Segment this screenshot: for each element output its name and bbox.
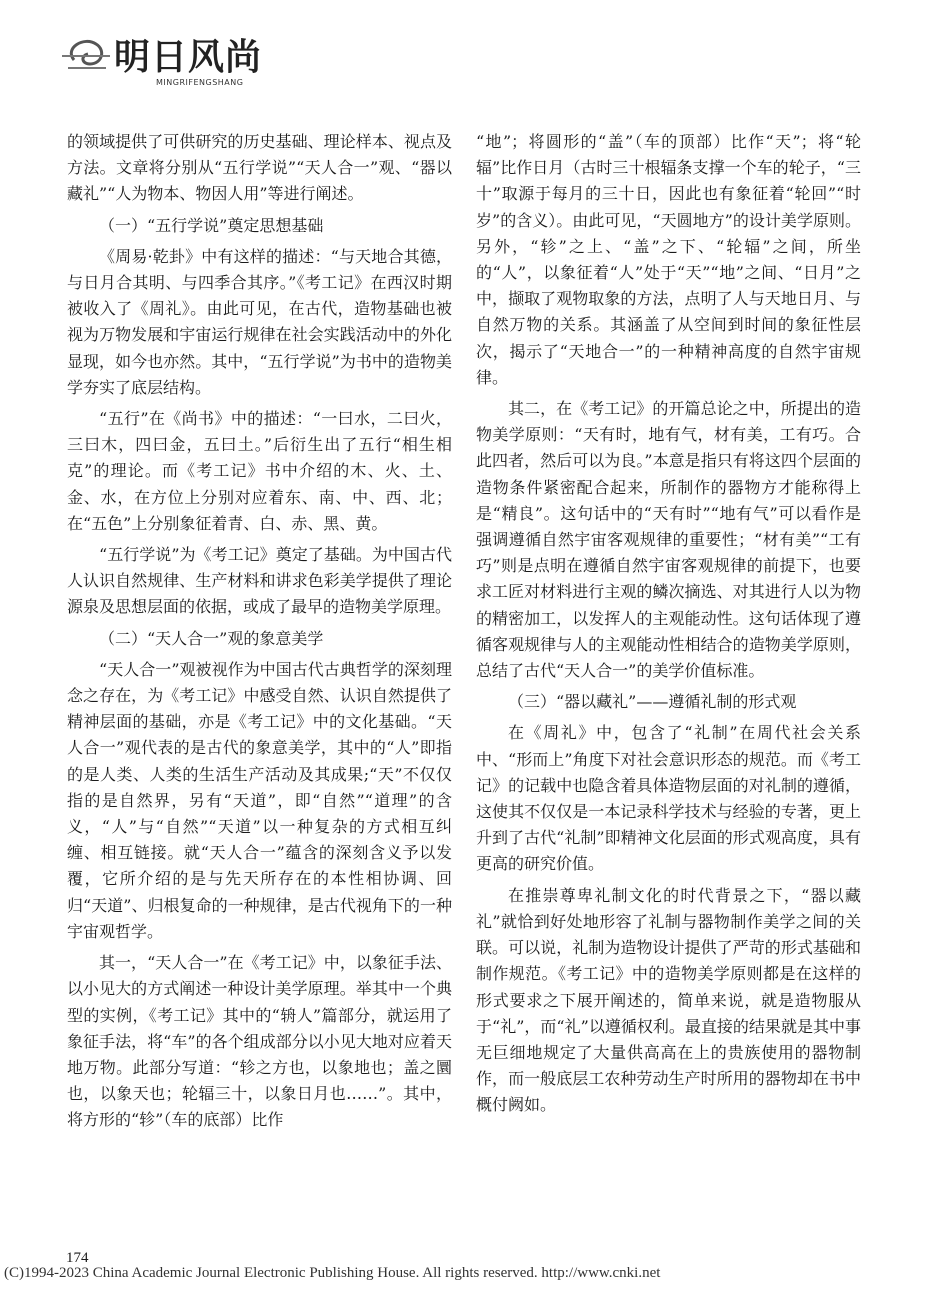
page-number: 174 bbox=[66, 1250, 89, 1266]
paragraph: 《周易·乾卦》中有这样的描述：“与天地合其德，与日月合其明、与四季合其序。”《考工记》在西汉时期被收入了《周礼》。由此可见，在古代，造物基础也被视为万物发展和宇宙运行规律在社会实践活动中的外化显现，如今也亦然。其中，“五行学说”为书中的造物美学夯实了底层结构。 bbox=[67, 246, 452, 397]
section-heading: （三）“器以藏礼”——遵循礼制的形式观 bbox=[508, 692, 797, 712]
paragraph: 在推崇尊卑礼制文化的时代背景之下，“器以藏礼”就恰到好处地形容了礼制与器物制作美学之间的关联。可以说，礼制为造物设计提供了严苛的形式基础和制作规范。《考工记》中的造物美学原则都是在这样的形式要求之下展开阐述的，简单来说，就是造物服从于“礼”，而“礼”以遵循权利。最直接的结果就是其中事无巨细地规定了大量供高高在上的贵族使用的器物制作，而一般底层工农种劳动生产时所用的器物却在书中概付阙如。 bbox=[476, 885, 861, 1115]
right-column bbox=[476, 129, 861, 1124]
paragraph: 的领域提供了可供研究的历史基础、理论样本、视点及方法。文章将分别从“五行学说”“天人合一”观、“器以藏礼”“人为物本、物因人用”等进行阐述。 bbox=[67, 132, 452, 204]
section-heading: （二）“天人合一”观的象意美学 bbox=[99, 628, 324, 648]
journal-logo bbox=[62, 30, 262, 90]
logo-subtitle: MINGRIFENGSHANG bbox=[156, 78, 244, 87]
paragraph: “地”；将圆形的“盖”（车的顶部）比作“天”；将“轮辐”比作日月（古时三十根辐条支撑一个车的轮子，“三十”取源于每月的三十日，因此也有象征着“轮回”“时岁”的含义）。由此可见，“天圆地方”的设计美学原则。另外，“轸”之上、“盖”之下、“轮辐”之间，所坐的“人”，以象征着“人”处于“天”“地”之间、“日月”之中，撷取了观物取象的方法，点明了人与天地日月、与自然万物的关系。其涵盖了从空间到时间的象征性层次，揭示了“天地合一”的一种精神高度的自然宇宙规律。 bbox=[476, 132, 861, 387]
paragraph: 其二，在《考工记》的开篇总论之中，所提出的造物美学原则：“天有时，地有气，材有美，工有巧。合此四者，然后可以为良。”本意是指只有将这四个层面的造物条件紧密配合起来，所制作的器物方才能称得上是“精良”。这句话中的“天有时”“地有气”可以看作是强调遵循自然宇宙客观规律的重要性；“材有美”“工有巧”则是点明在遵循自然宇宙客观规律的前提下，也要求工匠对材料进行主观的鳞次摘选、对其进行人以为物的精密加工，以发挥人的主观能动性。这句话体现了遵循客观规律与人的主观能动性相结合的造物美学原则，总结了古代“天人合一”的美学价值标准。 bbox=[476, 399, 861, 681]
paragraph: “天人合一”观被视作为中国古代古典哲学的深刻理念之存在，为《考工记》中感受自然、认识自然提供了精神层面的基础，亦是《考工记》中的文化基础。“天人合一”观代表的是古代的象意美学，其中的“人”即指的是人类、人类的生活生产活动及其成果;“天”不仅仅指的是自然界，另有“天道”，即“自然”“道理”的含义，“人”与“自然”“天道”以一种复杂的方式相互纠缠、相互链接。就“天人合一”蕴含的深刻含义予以发覆，它所介绍的是与先天所存在的本性相协调、回归“天道”、归根复命的一种规律，是古代视角下的一种宇宙观哲学。 bbox=[67, 659, 452, 941]
left-column bbox=[67, 129, 452, 1139]
paragraph: 在《周礼》中，包含了“礼制”在周代社会关系中、“形而上”角度下对社会意识形态的规范。而《考工记》的记载中也隐含着具体造物层面的对礼制的遵循，这使其不仅仅是一本记录科学技术与经验的专著，更上升到了古代“礼制”即精神文化层面的形式观高度，具有更高的研究价值。 bbox=[476, 723, 861, 874]
logo-title: 明日风尚 bbox=[114, 37, 263, 78]
paragraph: “五行”在《尚书》中的描述：“一曰水，二曰火，三曰木，四曰金，五曰土。”后衍生出了五行“相生相克”的理论。而《考工记》书中介绍的木、火、土、金、水，在方位上分别对应着东、南、中、西、北；在“五色”上分别象征着青、白、赤、黑、黄。 bbox=[67, 409, 452, 533]
section-heading: （一）“五行学说”奠定思想基础 bbox=[99, 215, 324, 235]
copyright-footer: (C)1994-2023 China Academic Journal Electronic Publishing House. All rights reserved. http://www.cnki.net bbox=[4, 1265, 661, 1281]
paragraph: “五行学说”为《考工记》奠定了基础。为中国古代人认识自然规律、生产材料和讲求色彩美学提供了理论源泉及思想层面的依据，或成了最早的造物美学原理。 bbox=[67, 545, 452, 617]
paragraph: 其一，“天人合一”在《考工记》中，以象征手法、以小见大的方式阐述一种设计美学原理。举其中一个典型的实例，《考工记》其中的“辀人”篇部分，就运用了象征手法，将“车”的各个组成部分以小见大地对应着天地万物。此部分写道：“轸之方也，以象地也；盖之圜也，以象天也；轮辐三十，以象日月也……”。其中，将方形的“轸”（车的底部）比作 bbox=[67, 953, 452, 1130]
